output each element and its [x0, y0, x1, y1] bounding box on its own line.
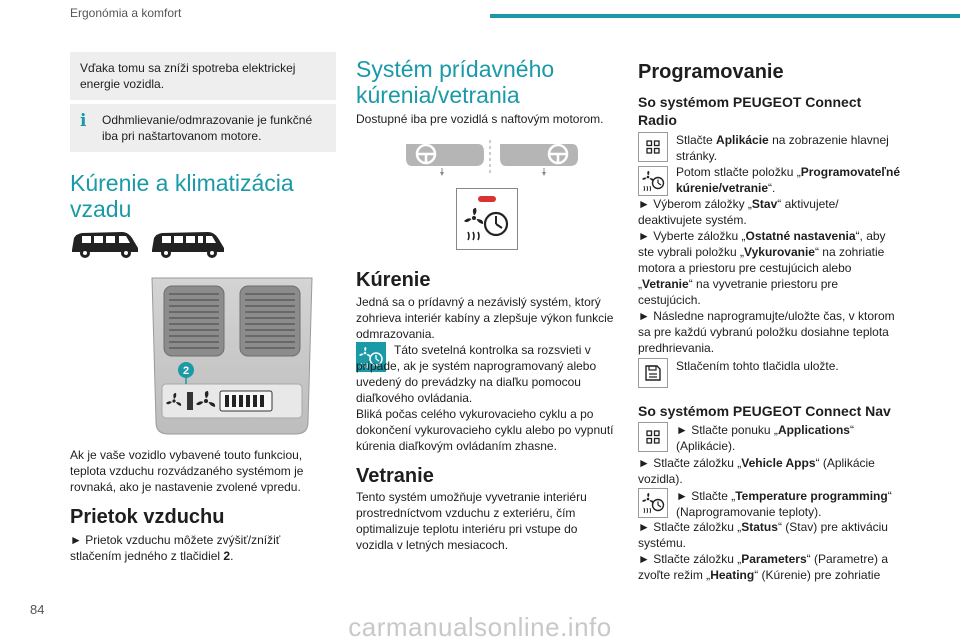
- radio-step4: ► Vyberte záložku „Ostatné nastavenia“, aby ste vybrali položku „Vykurovanie“ na zohriatie motora a priestoru pre cestujúcich alebo „Vetranie“ na vyvetranie priestoru pre cestujúcich.: [638, 229, 886, 307]
- radio-step1: Stlačte Aplikácie na zobrazenie hlavnej stránky.: [676, 133, 889, 163]
- nav-step1: ► Stlačte ponuku „Applications“ (Aplikácie).: [676, 423, 854, 453]
- rhd-steering-icon: [500, 144, 578, 176]
- radio-step5: ► Následne naprogramujte/uložte čas, v ktorom sa pre každú vybranú položku dosiahne teplota predhrievania.: [638, 309, 895, 355]
- connect-radio-title: So systémom PEUGEOT Connect Radio: [638, 94, 862, 128]
- vent-callout: 2: [182, 365, 190, 377]
- nav-step4: ► Stlačte záložku „Status“ (Stav) pre aktiváciu systému.: [638, 520, 888, 550]
- info-box: [70, 104, 336, 152]
- info-icon: i: [80, 111, 87, 131]
- aux-heater-title: Systém prídavného kúrenia/vetrania: [356, 56, 555, 108]
- note-box: [70, 52, 336, 100]
- applications-grid-icon[interactable]: [638, 422, 668, 452]
- programming-title: Programovanie: [638, 61, 784, 83]
- nav-step2: ► Stlačte záložku „Vehicle Apps“ (Aplikácie vozidla).: [638, 456, 875, 486]
- heating-title: Kúrenie: [356, 269, 431, 291]
- radio-step3: ► Výberom záložky „Stav“ aktivujete/ deaktivujete systém.: [638, 197, 839, 227]
- ventilation-title: Vetranie: [356, 465, 434, 487]
- van-icon-long: [152, 232, 224, 258]
- heating-p2: Táto svetelná kontrolka sa rozsvieti v prípade, ak je systém naprogramovaný alebo uvedený do prevádzky na diaľku pomocou diaľkového ovládania.: [356, 343, 597, 405]
- programmable-heater-icon[interactable]: [638, 166, 668, 196]
- nav-step5: ► Stlačte záložku „Parameters“ (Parametre) a zvoľte režim „Heating“ (Kúrenie) pre zohriatie: [638, 552, 888, 582]
- ventilation-text: Tento systém umožňuje vyvetranie interiéru prostredníctvom vzduchu z exteriéru, čím optimalizuje teplotu interiéru pri vstupe do vozidla v letných mesiacoch.: [356, 490, 587, 552]
- radio-step2: Potom stlačte položku „Programovateľné kúrenie/vetranie“.: [676, 165, 901, 195]
- temperature-programming-icon[interactable]: [638, 488, 668, 518]
- note-text: Vďaka tomu sa zníži spotreba elektrickej energie vozidla.: [80, 61, 296, 91]
- heating-p1: Jedná sa o prídavný a nezávislý systém, ktorý zohrieva interiér kabíny a zlepšuje výkon funkcie odmrazovania.: [356, 295, 614, 341]
- save-icon[interactable]: [638, 358, 668, 388]
- apps-grid-icon[interactable]: [638, 132, 668, 162]
- connect-nav-title: So systémom PEUGEOT Connect Nav: [638, 403, 891, 419]
- page-number: 84: [30, 602, 45, 617]
- nav-step3: ► Stlačte „Temperature programming“ (Naprogramovanie teploty).: [676, 489, 892, 519]
- heating-p3: Bliká počas celého vykurovacieho cyklu a po dokončení vykurovacieho cyklu alebo po vypnutí kúrenia diaľkovým ovládaním zhasne.: [356, 407, 614, 453]
- heater-warning-lamp-icon: [456, 188, 518, 250]
- fan-down-button[interactable]: [187, 392, 193, 410]
- van-icons: [68, 226, 228, 260]
- aux-heater-desc: Dostupné iba pre vozidlá s naftovým motorom.: [356, 112, 604, 126]
- airflow-title: Prietok vzduchu: [70, 506, 225, 528]
- rear-climate-desc: Ak je vaše vozidlo vybavené touto funkciou, teplota vzduchu rozvádzaného systémom je rovnaká, ako je nastavenie zvolené vpredu.: [70, 448, 304, 494]
- rear-climate-title: Kúrenie a klimatizácia vzadu: [70, 170, 294, 222]
- watermark: carmanualsonline.info: [348, 612, 612, 642]
- lhd-steering-icon: [406, 144, 484, 176]
- running-head: Ergonómia a komfort: [70, 6, 182, 20]
- radio-step6: Stlačením tohto tlačidla uložte.: [676, 359, 839, 373]
- airflow-text: ► Prietok vzduchu môžete zvýšiť/znížiť stlačením jedného z tlačidiel 2.: [70, 533, 281, 563]
- rear-vent-illustration: [142, 272, 322, 442]
- lhd-rhd-icons: [402, 138, 582, 178]
- info-text: Odhmlievanie/odmrazovanie je funkčné iba pri naštartovanom motore.: [102, 113, 313, 143]
- header-accent-bar: [490, 14, 960, 18]
- van-icon-short: [72, 232, 138, 258]
